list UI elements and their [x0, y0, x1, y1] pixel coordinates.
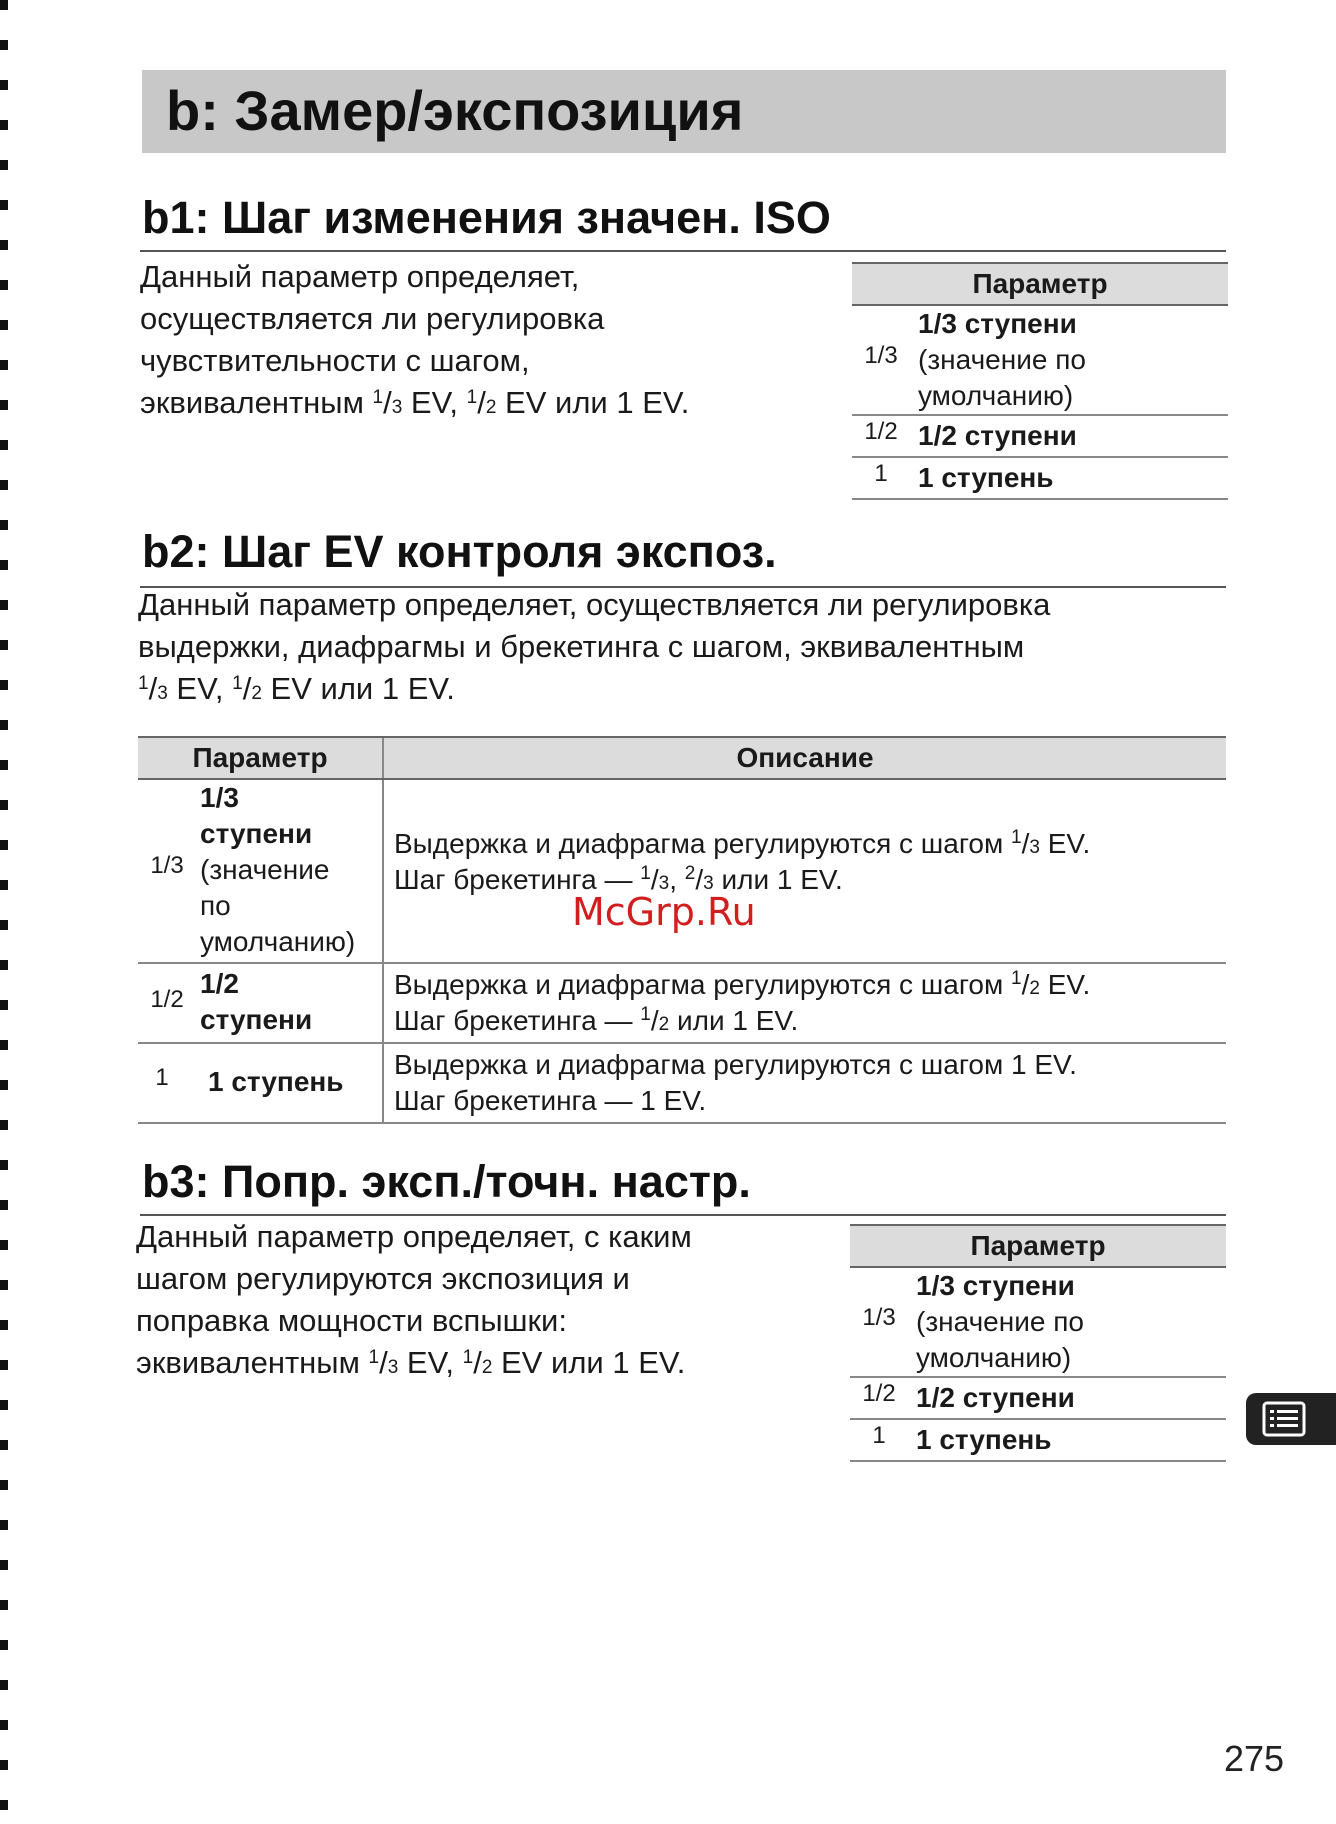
table-row: 1/2 1/2 ступени: [850, 1378, 1226, 1420]
page-header: [142, 70, 1226, 153]
table-row: 1 1 ступень: [852, 458, 1228, 500]
page-number: 275: [1224, 1738, 1285, 1779]
section-b3-text: Данный параметр определяет, с каким шагом регулируются экспозиция и поправка мощности вспышки: эквивалентным $^1$/3 EV, $^1$/2 EV или 1 EV.: [136, 1219, 692, 1380]
section-b3-table: [850, 1224, 1226, 1462]
section-b3-title: b3: Попр. эксп./точн. настр.: [142, 1156, 751, 1207]
table-row: 1/3 1/3 ступени (значение по умолчанию) Выдержка и диафрагма регулируются с шагом $^1$/3 EV. Шаг брекетинга — $^1$/3, $^2$/3 или 1 EV.: [138, 780, 1226, 964]
section-b1-rule: [140, 250, 1226, 252]
table-header: Параметр: [850, 1224, 1226, 1268]
table-row: 1/3 1/3 ступени (значение по умолчанию): [852, 306, 1228, 416]
section-b1-title: b1: Шаг изменения значен. ISO: [142, 192, 831, 243]
table-row: 1/2 1/2 ступени: [852, 416, 1228, 458]
watermark: McGrp.Ru: [572, 890, 756, 934]
section-b2-text: Данный параметр определяет, осуществляется ли регулировка выдержки, диафрагмы и брекетинга с шагом, эквивалентным $^1$/3 EV, $^1$/2 EV или 1 EV.: [138, 587, 1051, 706]
table-header: Параметр: [852, 262, 1228, 306]
menu-tab: [1246, 1393, 1336, 1445]
section-b2-title: b2: Шаг EV контроля экспоз.: [142, 526, 777, 577]
spiral-binding: [0, 0, 16, 1824]
table-row: 1 1 ступень: [850, 1420, 1226, 1462]
table-header: Параметр Описание: [138, 736, 1226, 780]
page-title: b: Замер/экспозиция: [166, 79, 744, 142]
section-b1-text: Данный параметр определяет, осуществляется ли регулировка чувствительности с шагом, эквивалентным $^1$/3 EV, $^1$/2 EV или 1 EV.: [140, 259, 690, 420]
table-row: 1/2 1/2 ступени Выдержка и диафрагма регулируются с шагом $^1$/2 EV. Шаг брекетинга — $^1$/2 или 1 EV.: [138, 964, 1226, 1044]
section-b1-table: [852, 262, 1228, 500]
table-row: 1/3 1/3 ступени (значение по умолчанию): [850, 1268, 1226, 1378]
table-row: 1 1 ступень Выдержка и диафрагма регулируются с шагом 1 EV. Шаг брекетинга — 1 EV.: [138, 1044, 1226, 1124]
menu-list-icon: [1262, 1401, 1306, 1437]
